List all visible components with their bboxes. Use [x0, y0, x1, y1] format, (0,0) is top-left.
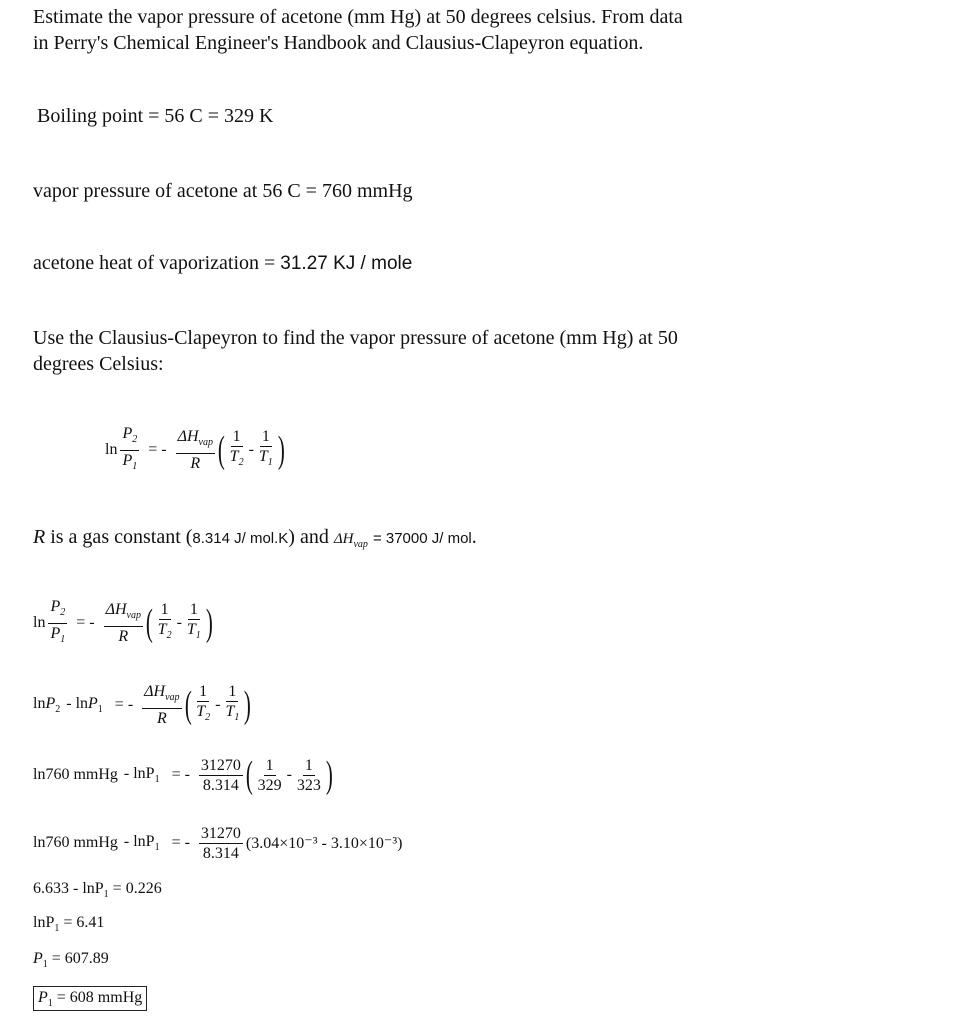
- formula-one-over-t1: $\frac{1}{T_1}$: [258, 428, 273, 469]
- step-1-equation: ln $\frac{P_2}{P_1}$ = - $\frac{\Delta H_{vap}}{R}$ ( $\frac{1}{T_2}$ - $\frac{1}{T_1}$ ): [33, 598, 213, 645]
- boiling-point-line: Boiling point = 56 C = 329 K: [37, 105, 274, 127]
- step-3-left: ln760 mmHg: [33, 766, 118, 783]
- heat-of-vaporization-line: [33, 250, 412, 277]
- heat-vap-label: acetone heat of vaporization =: [33, 252, 281, 274]
- formula-equals-minus: = -: [148, 441, 167, 458]
- formula-ln: ln: [105, 441, 118, 458]
- step-7-line: $P_1 = 607.89$: [33, 950, 109, 971]
- r-symbol: R: [33, 526, 46, 548]
- dh-vap-symbol: $\Delta H_{vap}$: [333, 531, 368, 550]
- step-4-equation: ln760 mmHg - lnP$_1$ = - $\frac{31270}{8.314}$ (3.04×10⁻³ - 3.10×10⁻³): [33, 824, 403, 862]
- step-4-paren: (3.04×10⁻³ - 3.10×10⁻³): [245, 835, 403, 852]
- task-line-1: Use the Clausius-Clapeyron to find the vapor pressure of acetone (mm Hg) at 50: [33, 327, 678, 349]
- dh-vap-value: = 37000 J/ mol: [372, 530, 472, 547]
- vapor-pressure-line: vapor pressure of acetone at 56 C = 760 mmHg: [33, 180, 413, 202]
- constants-text-a: is a gas constant (: [50, 526, 193, 548]
- step-2-equation: lnP$_2$ - lnP$_1$ = - $\frac{\Delta H_{vap}}{R}$ ( $\frac{1}{T_2}$ - $\frac{1}{T_1}$ ): [33, 683, 252, 727]
- heat-vap-value: 31.27 KJ / mole: [280, 253, 413, 274]
- step-3-equation: ln760 mmHg - lnP$_1$ = - $\frac{31270}{8.314}$ ( $\frac{1}{329}$ - $\frac{1}{323}$ ): [33, 754, 333, 796]
- task-line-2: degrees Celsius:: [33, 353, 164, 375]
- final-answer-box: $P_1 = 608$ mmHg: [33, 986, 147, 1011]
- formula-dh-over-r: $\frac{\Delta H_{vap}}{R}$: [177, 428, 213, 472]
- constants-line: R is a gas constant (8.314 J/ mol.K) and $\Delta H_{vap} = 37000$ J/ mol.: [33, 526, 477, 550]
- formula-pressure-ratio: $\frac{P_2}{P_1}$: [122, 425, 138, 472]
- intro-line-1: Estimate the vapor pressure of acetone (mm Hg) at 50 degrees celsius. From data: [33, 6, 683, 28]
- step-4-left: ln760 mmHg: [33, 834, 118, 851]
- r-value: 8.314 J/ mol.K: [192, 530, 289, 547]
- constants-text-b: ) and: [288, 526, 329, 548]
- step-6-line: lnP$_1$ = 6.41: [33, 914, 105, 935]
- clausius-clapeyron-formula: ln $\frac{P_2}{P_1}$ = - $\frac{\Delta H_{vap}}{R}$ ( $\frac{1}{T_2}$ - $\frac{1}{T_1}$ ): [105, 420, 284, 480]
- step-5-line: 6.633 - lnP$_1$ = 0.226: [33, 880, 162, 901]
- intro-line-2: in Perry's Chemical Engineer's Handbook and Clausius-Clapeyron equation.: [33, 32, 644, 54]
- formula-one-over-t2: $\frac{1}{T_2}$: [229, 428, 244, 469]
